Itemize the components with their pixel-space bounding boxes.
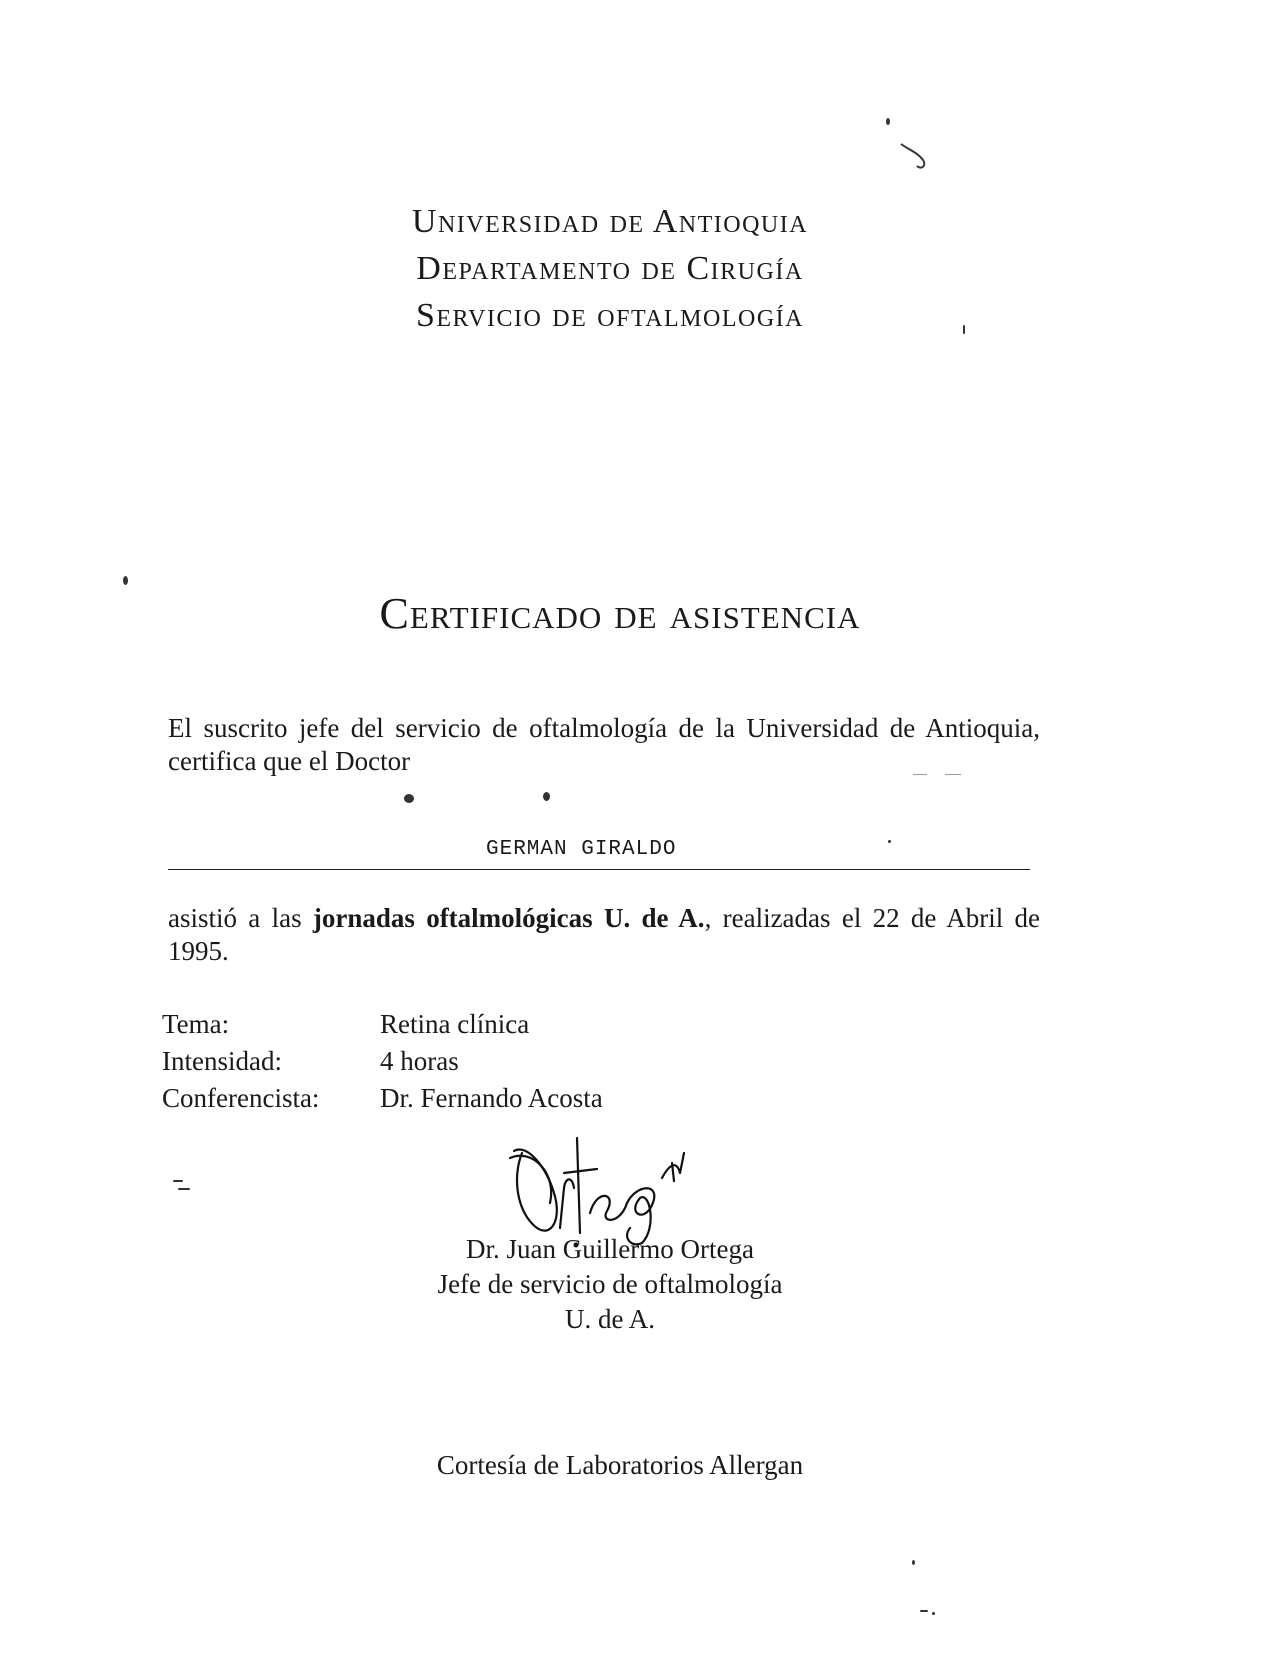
scan-speck bbox=[178, 1188, 190, 1190]
scan-speck bbox=[543, 792, 550, 801]
detail-label: Intensidad: bbox=[162, 1046, 282, 1076]
scan-speck bbox=[963, 325, 965, 334]
university-name: Universidad de Antioquia bbox=[411, 203, 809, 240]
department-name: Departamento de Cirugía bbox=[416, 250, 804, 287]
attendance-prefix: asistió a las bbox=[168, 903, 313, 933]
detail-row-topic bbox=[162, 1006, 603, 1043]
signer-block bbox=[340, 1232, 880, 1337]
details-table bbox=[162, 1006, 603, 1117]
detail-label: Tema: bbox=[162, 1009, 230, 1039]
detail-value: 4 horas bbox=[380, 1046, 459, 1076]
detail-row-duration bbox=[162, 1043, 603, 1080]
scan-speck bbox=[123, 576, 128, 585]
recipient-name: GERMAN GIRALDO bbox=[486, 838, 677, 861]
handwritten-signature bbox=[502, 1133, 692, 1248]
institution-header bbox=[300, 198, 920, 339]
scan-mark bbox=[895, 140, 935, 180]
attendance-statement bbox=[168, 902, 1040, 968]
detail-label: Conferencista: bbox=[162, 1083, 320, 1113]
event-name: jornadas oftalmológicas U. de A. bbox=[312, 903, 705, 933]
signer-name: Dr. Juan Guillermo Ortega bbox=[466, 1234, 754, 1264]
certification-intro: El suscrito jefe del servicio de oftalmología de la Universidad de Antioquia, certifica que el Doctor bbox=[168, 713, 1040, 776]
signer-institution: U. de A. bbox=[565, 1304, 655, 1334]
detail-value: Retina clínica bbox=[380, 1009, 530, 1039]
certificate-title: Certificado de asistencia bbox=[379, 589, 861, 638]
courtesy-line: Cortesía de Laboratorios Allergan bbox=[436, 1450, 804, 1480]
scan-speck bbox=[888, 840, 891, 843]
attendance-suffix: , realizadas el 22 de Abril de 1995. bbox=[168, 903, 1040, 966]
scan-speck bbox=[945, 774, 961, 775]
scan-speck bbox=[886, 118, 890, 125]
scan-speck bbox=[404, 794, 414, 803]
scan-speck bbox=[920, 1610, 928, 1612]
scan-speck bbox=[173, 1180, 183, 1182]
scan-speck bbox=[913, 774, 927, 775]
detail-value: Dr. Fernando Acosta bbox=[380, 1083, 603, 1113]
service-name: Servicio de oftalmología bbox=[415, 297, 805, 334]
scan-speck bbox=[932, 1612, 935, 1615]
signer-role: Jefe de servicio de oftalmología bbox=[437, 1269, 783, 1299]
scan-speck bbox=[912, 1560, 915, 1565]
detail-row-speaker bbox=[162, 1080, 603, 1117]
